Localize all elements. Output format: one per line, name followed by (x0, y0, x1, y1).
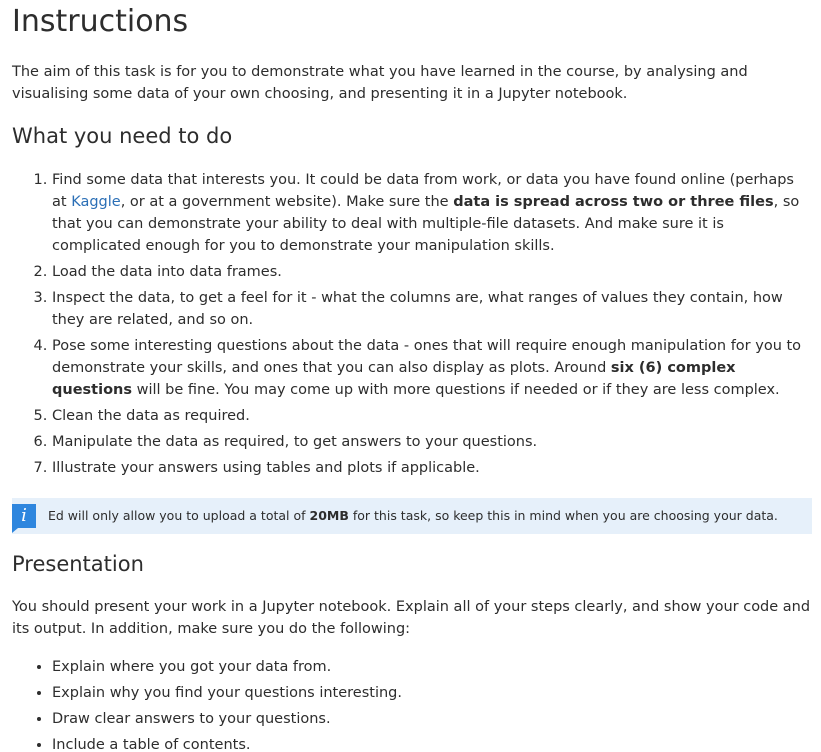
section-heading-presentation: Presentation (12, 552, 144, 576)
list-item: • Include a table of contents. (52, 734, 812, 752)
list-item: • Explain where you got your data from. (52, 656, 812, 678)
list-item (52, 169, 812, 257)
step-text: Find some data that interests you. It could be data from work, or data you have found online (perhaps at (52, 172, 794, 210)
info-callout (12, 498, 812, 534)
callout-emphasis: 20MB (309, 508, 349, 523)
step-text: Pose some interesting questions about the data - ones that will require enough manipulation for you to demonstrate your skills, and ones that you can also display as plots. Around (52, 338, 802, 376)
list-item: 5. Clean the data as required. (52, 405, 812, 427)
list-item: • Explain why you find your questions interesting. (52, 682, 812, 704)
callout-text (48, 507, 778, 525)
list-item: 2. Load the data into data frames. (52, 261, 812, 283)
steps-list (12, 169, 812, 483)
page-title: Instructions (12, 4, 189, 39)
section-heading-what-to-do: What you need to do (12, 124, 233, 148)
step-emphasis: data is spread across two or three files (453, 194, 774, 210)
list-item: • Draw clear answers to your questions. (52, 708, 812, 730)
list-item: 3. Inspect the data, to get a feel for it - what the columns are, what ranges of values they contain, how they are related, and so on. (52, 287, 812, 331)
info-icon: i (12, 504, 36, 528)
step-text: , or at a government website). Make sure the (120, 194, 454, 210)
intro-paragraph: The aim of this task is for you to demonstrate what you have learned in the course, by analysing and visualising some data of your own choosing, and presenting it in a Jupyter notebook. (12, 64, 748, 102)
presentation-list (12, 656, 812, 752)
step-text: will be fine. You may come up with more questions if needed or if they are less complex. (131, 382, 780, 398)
callout-text-part: Ed will only allow you to upload a total of (48, 508, 310, 523)
presentation-paragraph: You should present your work in a Jupyter notebook. Explain all of your steps clearly, and show your code and its output. In addition, make sure you do the following: (12, 599, 811, 637)
list-item: 6. Manipulate the data as required, to get answers to your questions. (52, 431, 812, 453)
step-emphasis: six (6) complex questions (52, 360, 736, 398)
step-text: , so that you can demonstrate your ability to deal with multiple-file datasets. And make sure it is complicated enough for you to demonstrate your manipulation skills. (52, 194, 800, 254)
list-item (52, 335, 812, 401)
kaggle-link[interactable]: Kaggle (71, 194, 121, 210)
list-item: 7. Illustrate your answers using tables and plots if applicable. (52, 457, 812, 479)
callout-text-part: for this task, so keep this in mind when you are choosing your data. (348, 508, 778, 523)
